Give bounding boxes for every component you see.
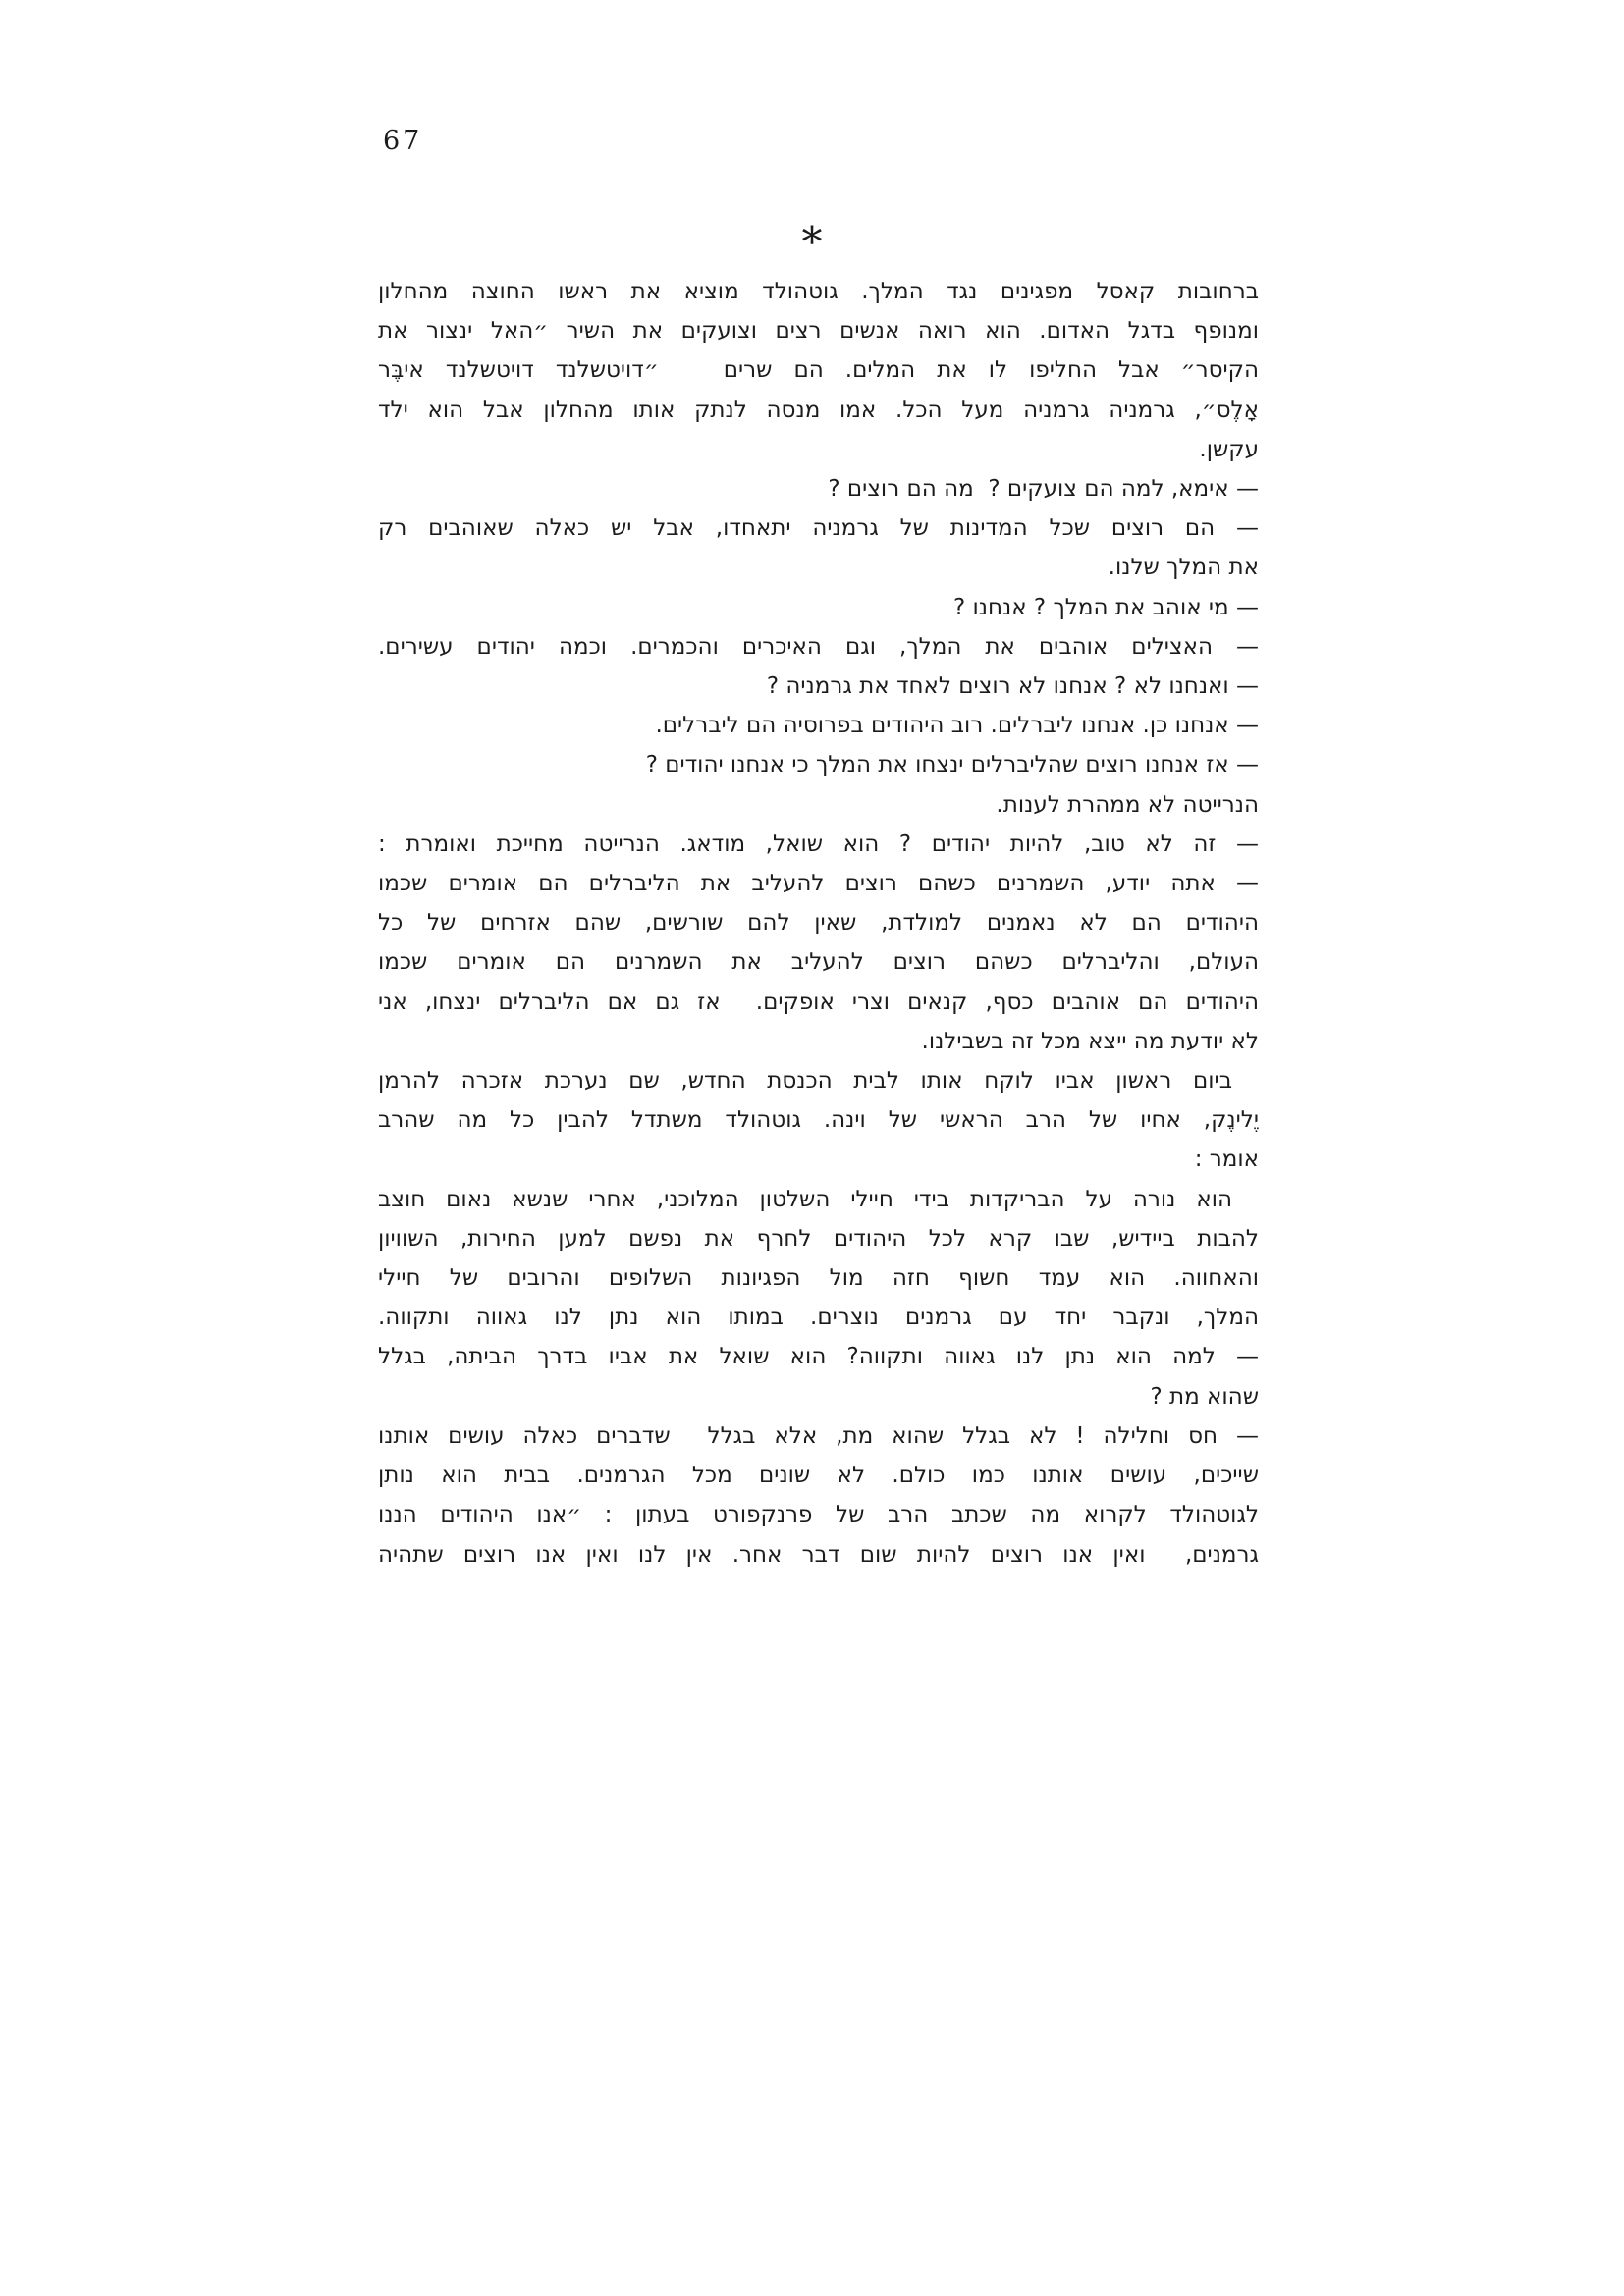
text-line: אָלֶס״, גרמניה גרמניה מעל הכל. אמו מנסה לנתק אותו מהחלון אבל הוא ילד	[378, 397, 1259, 423]
text-line: — ואנחנו לא ? אנחנו לא רוצים לאחד את גרמניה ?	[766, 673, 1259, 700]
text-line: הקיסר״ אבל החליפו לו את המלים. הם שרים ״דויטשלנד דויטשלנד איבֶּר	[378, 357, 1259, 384]
text-line: לגוטהולד לקרוא מה שכתב הרב של פרנקפורט בעתון : ״אנו היהודים הננו	[378, 1502, 1259, 1528]
text-line: ומנופף בדגל האדום. הוא רואה אנשים רצים וצועקים את השיר ״האל ינצור את	[378, 318, 1259, 345]
text-line: אומר :	[1194, 1147, 1259, 1173]
text-line: — למה הוא נתן לנו גאווה ותקווה? הוא שואל את אביו בדרך הביתה, בגלל	[378, 1344, 1259, 1370]
text-line: גרמנים, ואין אנו רוצים להיות שום דבר אחר. אין לנו ואין אנו רוצים שתהיה	[378, 1541, 1259, 1568]
text-line: — חס וחלילה ! לא בגלל שהוא מת, אלא בגלל שדברים כאלה עושים אותנו	[378, 1422, 1259, 1449]
text-line: לא יודעת מה ייצא מכל זה בשבילנו.	[921, 1028, 1259, 1054]
text-line: — אנחנו כן. אנחנו ליברלים. רוב היהודים בפרוסיה הם ליברלים.	[655, 713, 1259, 739]
text-line: שייכים, עושים אותנו כמו כולם. לא שונים מכל הגרמנים. בבית הוא נותן	[378, 1463, 1259, 1489]
section-separator-asterisk: *	[801, 218, 823, 266]
text-line: העולם, והליברלים כשהם רוצים להעליב את השמרנים הם אומרים שכמו	[378, 949, 1259, 976]
body-text	[378, 272, 1259, 1575]
text-line: והאחווה. הוא עמד חשוף חזה מול הפגיונות השלופים והרובים של חיילי	[378, 1265, 1259, 1292]
text-line: המלך, ונקבר יחד עם גרמנים נוצרים. במותו הוא נתן לנו גאווה ותקווה.	[378, 1305, 1259, 1331]
text-line: — האצילים אוהבים את המלך, וגם האיכרים והכמרים. וכמה יהודים עשירים.	[378, 633, 1259, 660]
text-line: — זה לא טוב, להיות יהודים ? הוא שואל, מודאג. הנרייטה מחייכת ואומרת :	[378, 830, 1259, 857]
text-line: — אז אנחנו רוצים שהליברלים ינצחו את המלך כי אנחנו יהודים ?	[645, 752, 1259, 778]
text-line: עקשן.	[1199, 436, 1259, 462]
text-line: הוא נורה על הבריקדות בידי חיילי השלטון המלוכני, אחרי שנשא נאום חוצב	[378, 1186, 1232, 1212]
text-line: ביום ראשון אביו לוקח אותו לבית הכנסת החדש, שם נערכת אזכרה להרמן	[378, 1068, 1232, 1095]
text-line: שהוא מת ?	[1150, 1383, 1259, 1410]
text-line: להבות ביידיש, שבו קרא לכל היהודים לחרף את נפשם למען החירות, השוויון	[378, 1225, 1259, 1252]
text-line: היהודים הם לא נאמנים למולדת, שאין להם שורשים, שהם אזרחים של כל	[378, 910, 1259, 936]
text-line: — מי אוהב את המלך ? אנחנו ?	[953, 594, 1259, 620]
page-number: 67	[383, 126, 423, 156]
text-line: ברחובות קאסל מפגינים נגד המלך. גוטהולד מוציא את ראשו החוצה מהחלון	[378, 279, 1259, 304]
text-line: היהודים הם אוהבים כסף, קנאים וצרי אופקים. אז גם אם הליברלים ינצחו, אני	[378, 988, 1259, 1015]
text-line: יֶלינֶק, אחיו של הרב הראשי של וינה. גוטהולד משתדל להבין כל מה שהרב	[378, 1107, 1259, 1134]
text-line: — אתה יודע, השמרנים כשהם רוצים להעליב את הליברלים הם אומרים שכמו	[378, 871, 1259, 897]
text-line: — הם רוצים שכל המדינות של גרמניה יתאחדו, אבל יש כאלה שאוהבים רק	[378, 515, 1259, 542]
text-line: הנרייטה לא ממהרת לענות.	[996, 791, 1259, 818]
text-line: — אימא, למה הם צועקים ? מה הם רוצים ?	[828, 476, 1259, 503]
text-line: את המלך שלנו.	[1108, 555, 1259, 581]
